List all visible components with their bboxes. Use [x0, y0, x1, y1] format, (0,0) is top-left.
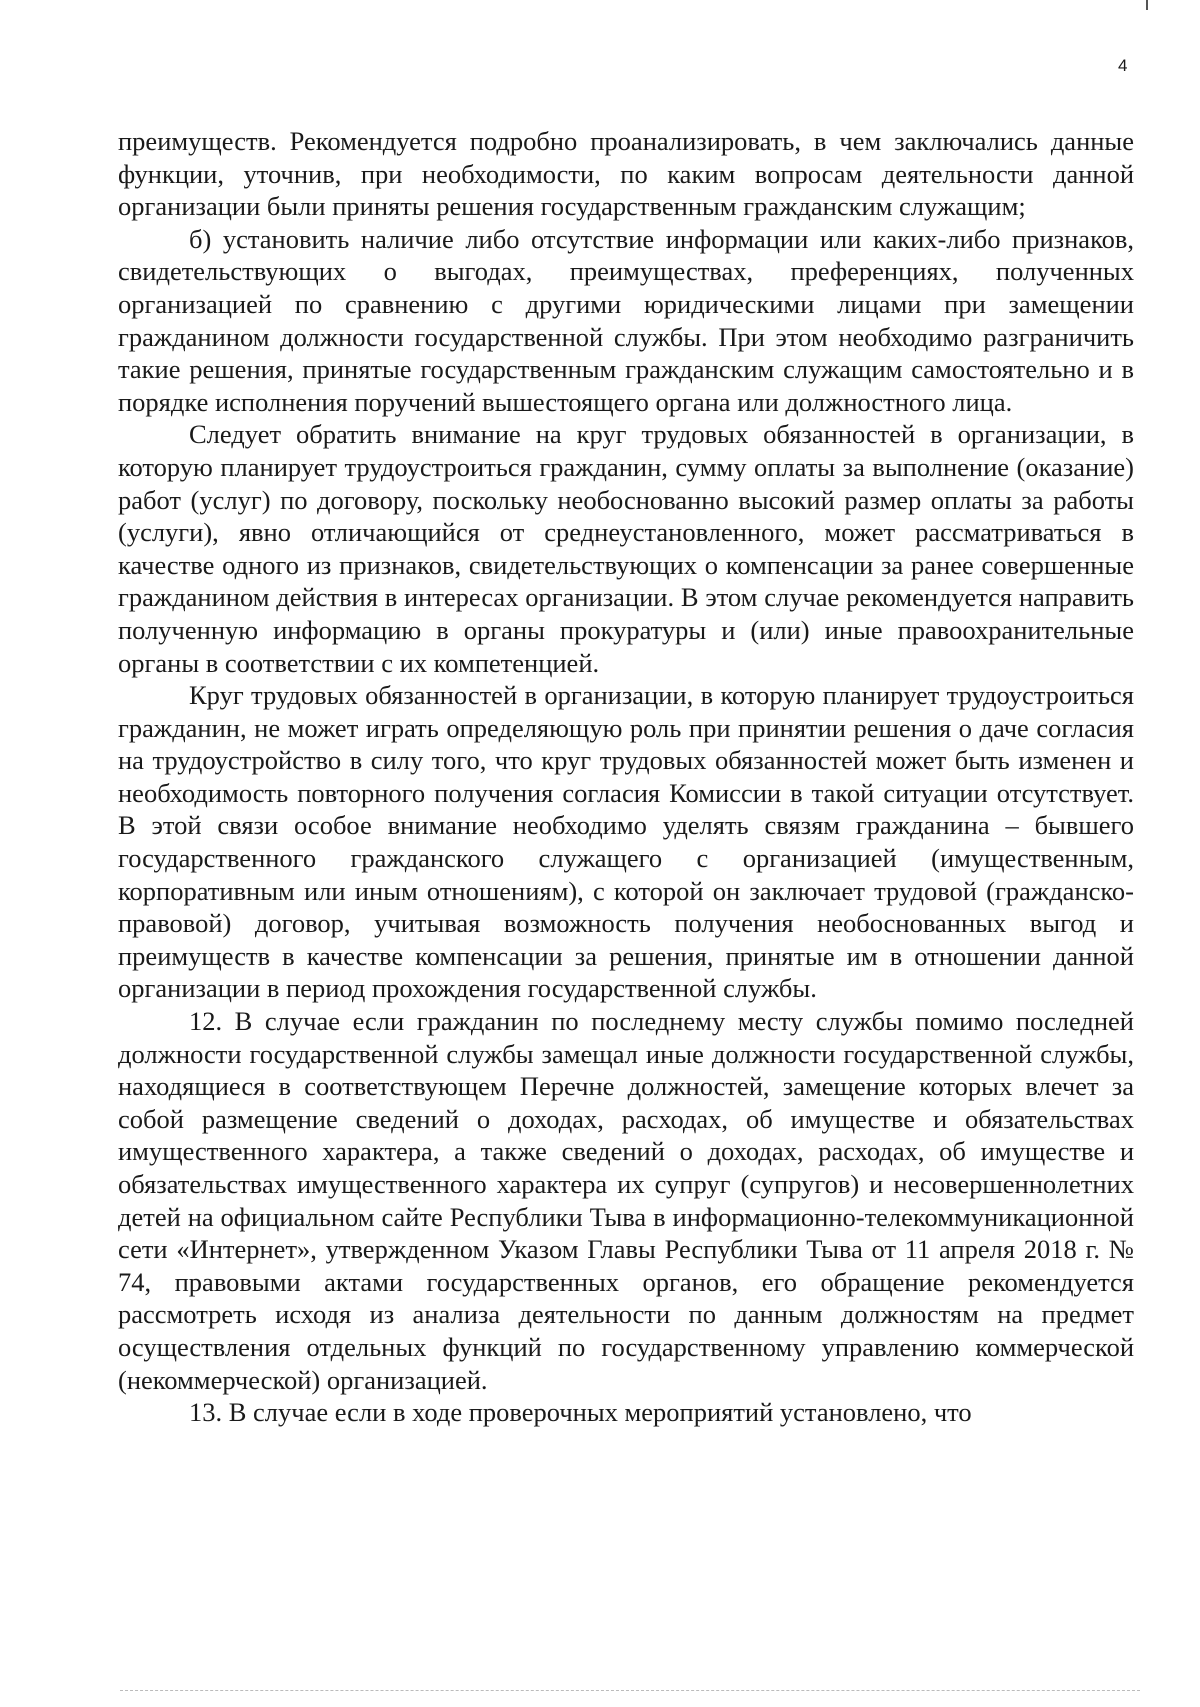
scan-mark	[1146, 0, 1148, 10]
paragraph-5: 12. В случае если гражданин по последнему месту службы помимо последней должности государственной службы замещал иные должности государственной службы, находящиеся в соответствующем Перечне должностей, замещение которых влечет за собой размещение сведений о доходах, расходах, об имуществе и обязательствах имущественного характера, а также сведений о доходах, расходах, об имуществе и обязательствах имущественного характера их супруг (супругов) и несовершеннолетних детей на официальном сайте Республики Тыва в информационно-телекоммуникационной сети «Интернет», утвержденном Указом Главы Республики Тыва от 11 апреля 2018 г. № 74, правовыми актами государственных органов, его обращение рекомендуется рассмотреть исходя из анализа деятельности по данным должностям на предмет осуществления отдельных функций по государственному управлению коммерческой (некоммерческой) организацией.	[118, 1006, 1134, 1395]
page-number: 4	[1118, 56, 1128, 75]
paragraph-1: преимуществ. Рекомендуется подробно проанализировать, в чем заключались данные функции, уточнив, при необходимости, по каким вопросам деятельности данной организации были приняты решения государственным гражданским служащим;	[118, 126, 1134, 222]
scan-edge-line	[120, 1690, 1140, 1691]
document-body	[118, 125, 1134, 1429]
paragraph-6: 13. В случае если в ходе проверочных мероприятий установлено, что	[189, 1397, 972, 1428]
paragraph-2: б) установить наличие либо отсутствие информации или каких-либо признаков, свидетельствующих о выгодах, преимуществах, преференциях, полученных организацией по сравнению с другими юридическими лицами при замещении гражданином должности государственной службы. При этом необходимо разграничить такие решения, принятые государственным гражданским служащим самостоятельно и в порядке исполнения поручений вышестоящего органа или должностного лица.	[118, 223, 1134, 417]
paragraph-4: Круг трудовых обязанностей в организации, в которую планирует трудоустроиться гражданин, не может играть определяющую роль при принятии решения о даче согласия на трудоустройство в силу того, что круг трудовых обязанностей может быть изменен и необходимость повторного получения согласия Комиссии в такой ситуации отсутствует. В этой связи особое внимание необходимо уделять связям гражданина – бывшего государственного гражданского служащего с организацией (имущественным, корпоративным или иным отношениям), с которой он заключает трудовой (гражданско-правовой) договор, учитывая возможность получения необоснованных выгод и преимуществ в качестве компенсации за решения, принятые им в отношении данной организации в период прохождения государственной службы.	[118, 680, 1134, 1004]
paragraph-3: Следует обратить внимание на круг трудовых обязанностей в организации, в которую планирует трудоустроиться гражданин, сумму оплаты за выполнение (оказание) работ (услуг) по договору, поскольку необоснованно высокий размер оплаты за работы (услуги), явно отличающийся от среднеустановленного, может рассматриваться в качестве одного из признаков, свидетельствующих о компенсации за ранее совершенные гражданином действия в интересах организации. В этом случае рекомендуется направить полученную информацию в органы прокуратуры и (или) иные правоохранительные органы в соответствии с их компетенцией.	[118, 419, 1134, 678]
